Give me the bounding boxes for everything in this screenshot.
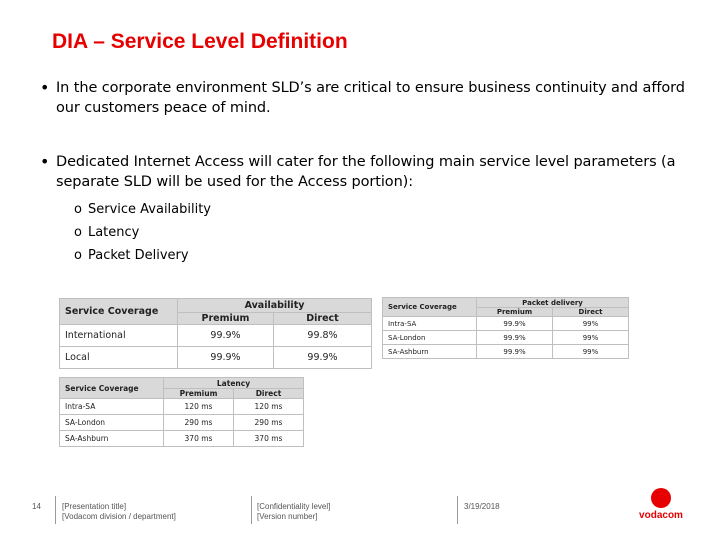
presentation-title: [Presentation title] (62, 502, 127, 511)
table-row (60, 415, 304, 431)
cell-premium: 120 ms (164, 399, 234, 415)
cell-direct: 99% (553, 331, 629, 345)
table-row (383, 345, 629, 359)
coverage-header: Service Coverage (60, 378, 164, 399)
column-header-premium: Premium (477, 308, 553, 317)
row-label: Intra-SA (383, 317, 477, 331)
bullet-slds-critical (40, 78, 696, 118)
version-number: [Version number] (257, 512, 318, 521)
table-row (60, 347, 372, 369)
table-row (60, 399, 304, 415)
bullet-dot: • (40, 78, 50, 97)
table-row (383, 317, 629, 331)
cell-premium: 370 ms (164, 431, 234, 447)
cell-direct: 99% (553, 345, 629, 359)
sub-bullet-packet-delivery (74, 244, 211, 267)
column-header-direct: Direct (274, 313, 372, 325)
group-header: Packet delivery (477, 298, 629, 308)
row-label: SA-London (60, 415, 164, 431)
table-row (60, 325, 372, 347)
logo-wordmark: vodacom (639, 510, 683, 521)
footer-confidentiality-info (257, 502, 330, 522)
bullet-dot: • (40, 152, 50, 171)
sub-bullet-text: Latency (87, 225, 140, 240)
row-label: SA-London (383, 331, 477, 345)
group-header: Latency (164, 378, 304, 389)
cell-direct: 120 ms (234, 399, 304, 415)
table-row (60, 431, 304, 447)
table-row (383, 331, 629, 345)
sub-bullet-text: Packet Delivery (87, 248, 189, 263)
page-number: 14 (32, 502, 41, 511)
row-label: Intra-SA (60, 399, 164, 415)
group-header: Availability (178, 299, 372, 313)
division-name: [Vodacom division / department] (62, 512, 176, 521)
footer-date: 3/19/2018 (464, 502, 500, 511)
slide-title: DIA – Service Level Definition (52, 30, 348, 53)
column-header-direct: Direct (553, 308, 629, 317)
cell-premium: 99.9% (477, 345, 553, 359)
footer-divider (55, 496, 56, 524)
packet-delivery-table (382, 297, 629, 359)
sub-bullet-latency (74, 221, 211, 244)
column-header-premium: Premium (178, 313, 274, 325)
footer-divider (457, 496, 458, 524)
sub-bullet-marker: o (74, 202, 82, 217)
row-label: SA-Ashburn (60, 431, 164, 447)
footer-divider (251, 496, 252, 524)
latency-table (59, 377, 304, 447)
coverage-header: Service Coverage (383, 298, 477, 317)
sub-bullet-list (74, 198, 211, 267)
cell-direct: 99.9% (274, 347, 372, 369)
sub-bullet-text: Service Availability (87, 202, 212, 217)
sub-bullet-marker: o (74, 225, 82, 240)
cell-premium: 99.9% (477, 317, 553, 331)
sub-bullet-availability (74, 198, 211, 221)
cell-direct: 290 ms (234, 415, 304, 431)
cell-premium: 99.9% (178, 347, 274, 369)
bullet-dia-parameters (40, 152, 696, 192)
row-label: International (60, 325, 178, 347)
cell-direct: 370 ms (234, 431, 304, 447)
row-label: Local (60, 347, 178, 369)
bullet-text: In the corporate environment SLD’s are critical to ensure business continuity and afford our customers peace of mind. (56, 80, 685, 116)
column-header-premium: Premium (164, 389, 234, 399)
availability-table (59, 298, 372, 369)
vodacom-logo (630, 488, 690, 532)
bullet-text: Dedicated Internet Access will cater for the following main service level parameters (a separate SLD will be used for the Access portion): (56, 154, 676, 190)
cell-direct: 99% (553, 317, 629, 331)
speechmark-icon (651, 488, 671, 508)
confidentiality-level: [Confidentiality level] (257, 502, 331, 511)
cell-premium: 99.9% (477, 331, 553, 345)
cell-premium: 99.9% (178, 325, 274, 347)
coverage-header: Service Coverage (60, 299, 178, 325)
cell-direct: 99.8% (274, 325, 372, 347)
footer-presentation-info (62, 502, 176, 522)
cell-premium: 290 ms (164, 415, 234, 431)
column-header-direct: Direct (234, 389, 304, 399)
row-label: SA-Ashburn (383, 345, 477, 359)
sub-bullet-marker: o (74, 248, 82, 263)
